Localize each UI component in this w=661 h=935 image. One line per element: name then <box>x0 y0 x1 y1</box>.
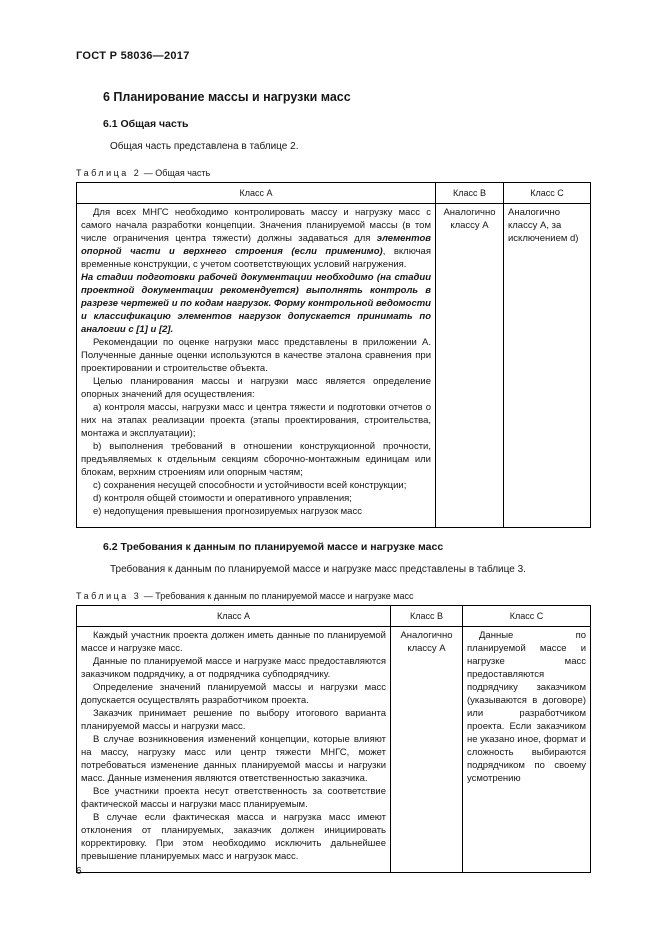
table-paragraph <box>81 681 386 707</box>
section-6-1-intro: Общая часть представлена в таблице 2. <box>110 141 299 152</box>
table-paragraph <box>81 707 386 733</box>
text-run: c) сохранения несущей способности и устойчивости всей конструкции; <box>93 480 407 491</box>
table-3-class-b-cell: Аналогично классу А <box>391 627 463 873</box>
table-paragraph <box>81 479 431 492</box>
table-paragraph <box>81 655 386 681</box>
table-paragraph <box>508 206 586 245</box>
table-3-class-a-cell <box>77 627 391 873</box>
section-6-2-heading: 6.2 Требования к данным по планируемой массе и нагрузке масс <box>103 541 444 553</box>
table-paragraph <box>81 375 431 401</box>
section-6-1-heading: 6.1 Общая часть <box>103 118 189 130</box>
table-3-header-class-b: Класс В <box>391 606 463 627</box>
text-run: b) выполнения требований в отношении конструкционной прочности, предъявляемых к отдельным секциям сборочно-монтажным единицам или блокам, верхним строениям или опорным частям; <box>81 441 431 478</box>
table-paragraph <box>81 440 431 479</box>
table-3-header-class-c: Класс С <box>463 606 591 627</box>
text-run: Заказчик принимает решение по выбору итогового варианта планируемой массы и нагрузки масс. <box>81 708 386 732</box>
table-paragraph <box>81 785 386 811</box>
table-3 <box>76 605 591 873</box>
table-paragraph <box>81 733 386 785</box>
section-6-2-intro: Требования к данным по планируемой массе и нагрузке масс представлены в таблице 3. <box>110 564 526 575</box>
text-run: Данные по планируемой массе и нагрузке масс предоставляются заказчиком подрядчику, а от подрядчика субподрядчику. <box>81 656 386 680</box>
text-run: d) контроля общей стоимости и оперативного управления; <box>93 493 352 504</box>
page-content <box>76 50 590 873</box>
table-3-header-row <box>77 606 591 627</box>
table-paragraph <box>81 505 431 518</box>
table-paragraph <box>81 206 431 271</box>
text-run: Все участники проекта несут ответственность за соответствие фактической массы и нагрузки масс планируемым. <box>81 786 386 810</box>
text-run: Целью планирования массы и нагрузки масс является определение опорных значений для осуществления: <box>81 376 431 400</box>
text-run: Данные по планируемой массе и нагрузке масс предоставляются подрядчику заказчиком (указываются в договоре) или разработчиком проекта. Если заказчиком не указано иное, формат и сложность выбираются подрядчиком по своему усмотрению <box>467 630 586 784</box>
table-2 <box>76 182 591 528</box>
table-2-body-row <box>77 204 591 528</box>
table-3-caption-label: Таблица 3 <box>76 591 142 601</box>
text-run: , включая временные конструкции, с учетом соответствующих условий нагружения. <box>81 246 431 270</box>
table-paragraph <box>467 629 586 785</box>
text-run: В случае возникновения изменений концепции, которые влияют на массу, нагрузку масс или центр тяжести МНГС, может потребоваться изменение данных планируемой массы и нагрузки масс. Данные изменения являются ответственностью заказчика. <box>81 734 386 784</box>
table-2-header-class-c: Класс С <box>504 183 591 204</box>
text-run: Аналогично классу А, за исключением d) <box>508 207 579 244</box>
table-paragraph <box>81 629 386 655</box>
section-6-heading: 6 Планирование массы и нагрузки масс <box>103 90 351 104</box>
text-run: e) недопущения превышения прогнозируемых нагрузок масс <box>93 506 362 517</box>
table-2-caption <box>76 168 590 178</box>
document-number: ГОСТ Р 58036—2017 <box>76 50 190 62</box>
table-paragraph <box>81 811 386 863</box>
table-3-caption <box>76 591 590 601</box>
text-run: Рекомендации по оценке нагрузки масс представлены в приложении А. Полученные данные оценки используются в качестве эталона сравнения при проектировании и строительстве объекта. <box>81 337 431 374</box>
table-paragraph <box>81 401 431 440</box>
table-2-class-c-cell <box>504 204 591 528</box>
table-2-class-b-cell: Аналогично классу А <box>436 204 504 528</box>
table-3-class-c-cell <box>463 627 591 873</box>
text-run: Каждый участник проекта должен иметь данные по планируемой массе и нагрузке масс. <box>81 630 386 654</box>
text-run: а) контроля массы, нагрузки масс и центра тяжести и подготовки отчетов о них на этапах реализации проекта (этапы проектирования, строительства, монтажа и эксплуатации); <box>81 402 431 439</box>
text-run: Определение значений планируемой массы и нагрузки масс допускается осуществлять разработчиком проекта. <box>81 682 386 706</box>
table-paragraph <box>81 492 431 505</box>
table-2-caption-label: Таблица 2 <box>76 168 142 178</box>
table-3-header-class-a: Класс А <box>77 606 391 627</box>
table-3-caption-title: — Требования к данным по планируемой массе и нагрузке масс <box>141 591 414 601</box>
table-2-caption-title: — Общая часть <box>141 168 211 178</box>
table-2-header-row <box>77 183 591 204</box>
table-2-class-a-cell <box>77 204 436 528</box>
text-run: В случае если фактическая масса и нагрузка масс имеют отклонения от планируемых, заказчик должен инициировать корректировку. При этом необходимо исключить дальнейшее превышение планируемых масс и нагрузок масс. <box>81 812 386 862</box>
table-paragraph <box>81 271 431 336</box>
text-run: Для всех МНГС необходимо контролировать массу и нагрузку масс с самого начала разработки концепции. Значения планируемой массы (в том числе ограничения центра тяжести) должны задаваться для <box>81 207 431 244</box>
table-paragraph <box>81 336 431 375</box>
table-2-header-class-b: Класс В <box>436 183 504 204</box>
page-number: 6 <box>76 866 82 877</box>
text-run: На стадии подготовки рабочей документации необходимо (на стадии проектной документации рекомендуется) выполнять контроль в разрезе чертежей и по кодам нагрузок. Форму контрольной ведомости и классификацию элементов нагрузок допускается принимать по аналогии с [1] и [2]. <box>81 272 431 335</box>
text-run: элементов опорной части и верхнего строения (если применимо) <box>81 233 431 257</box>
table-2-header-class-a: Класс А <box>77 183 436 204</box>
table-3-body-row <box>77 627 591 873</box>
